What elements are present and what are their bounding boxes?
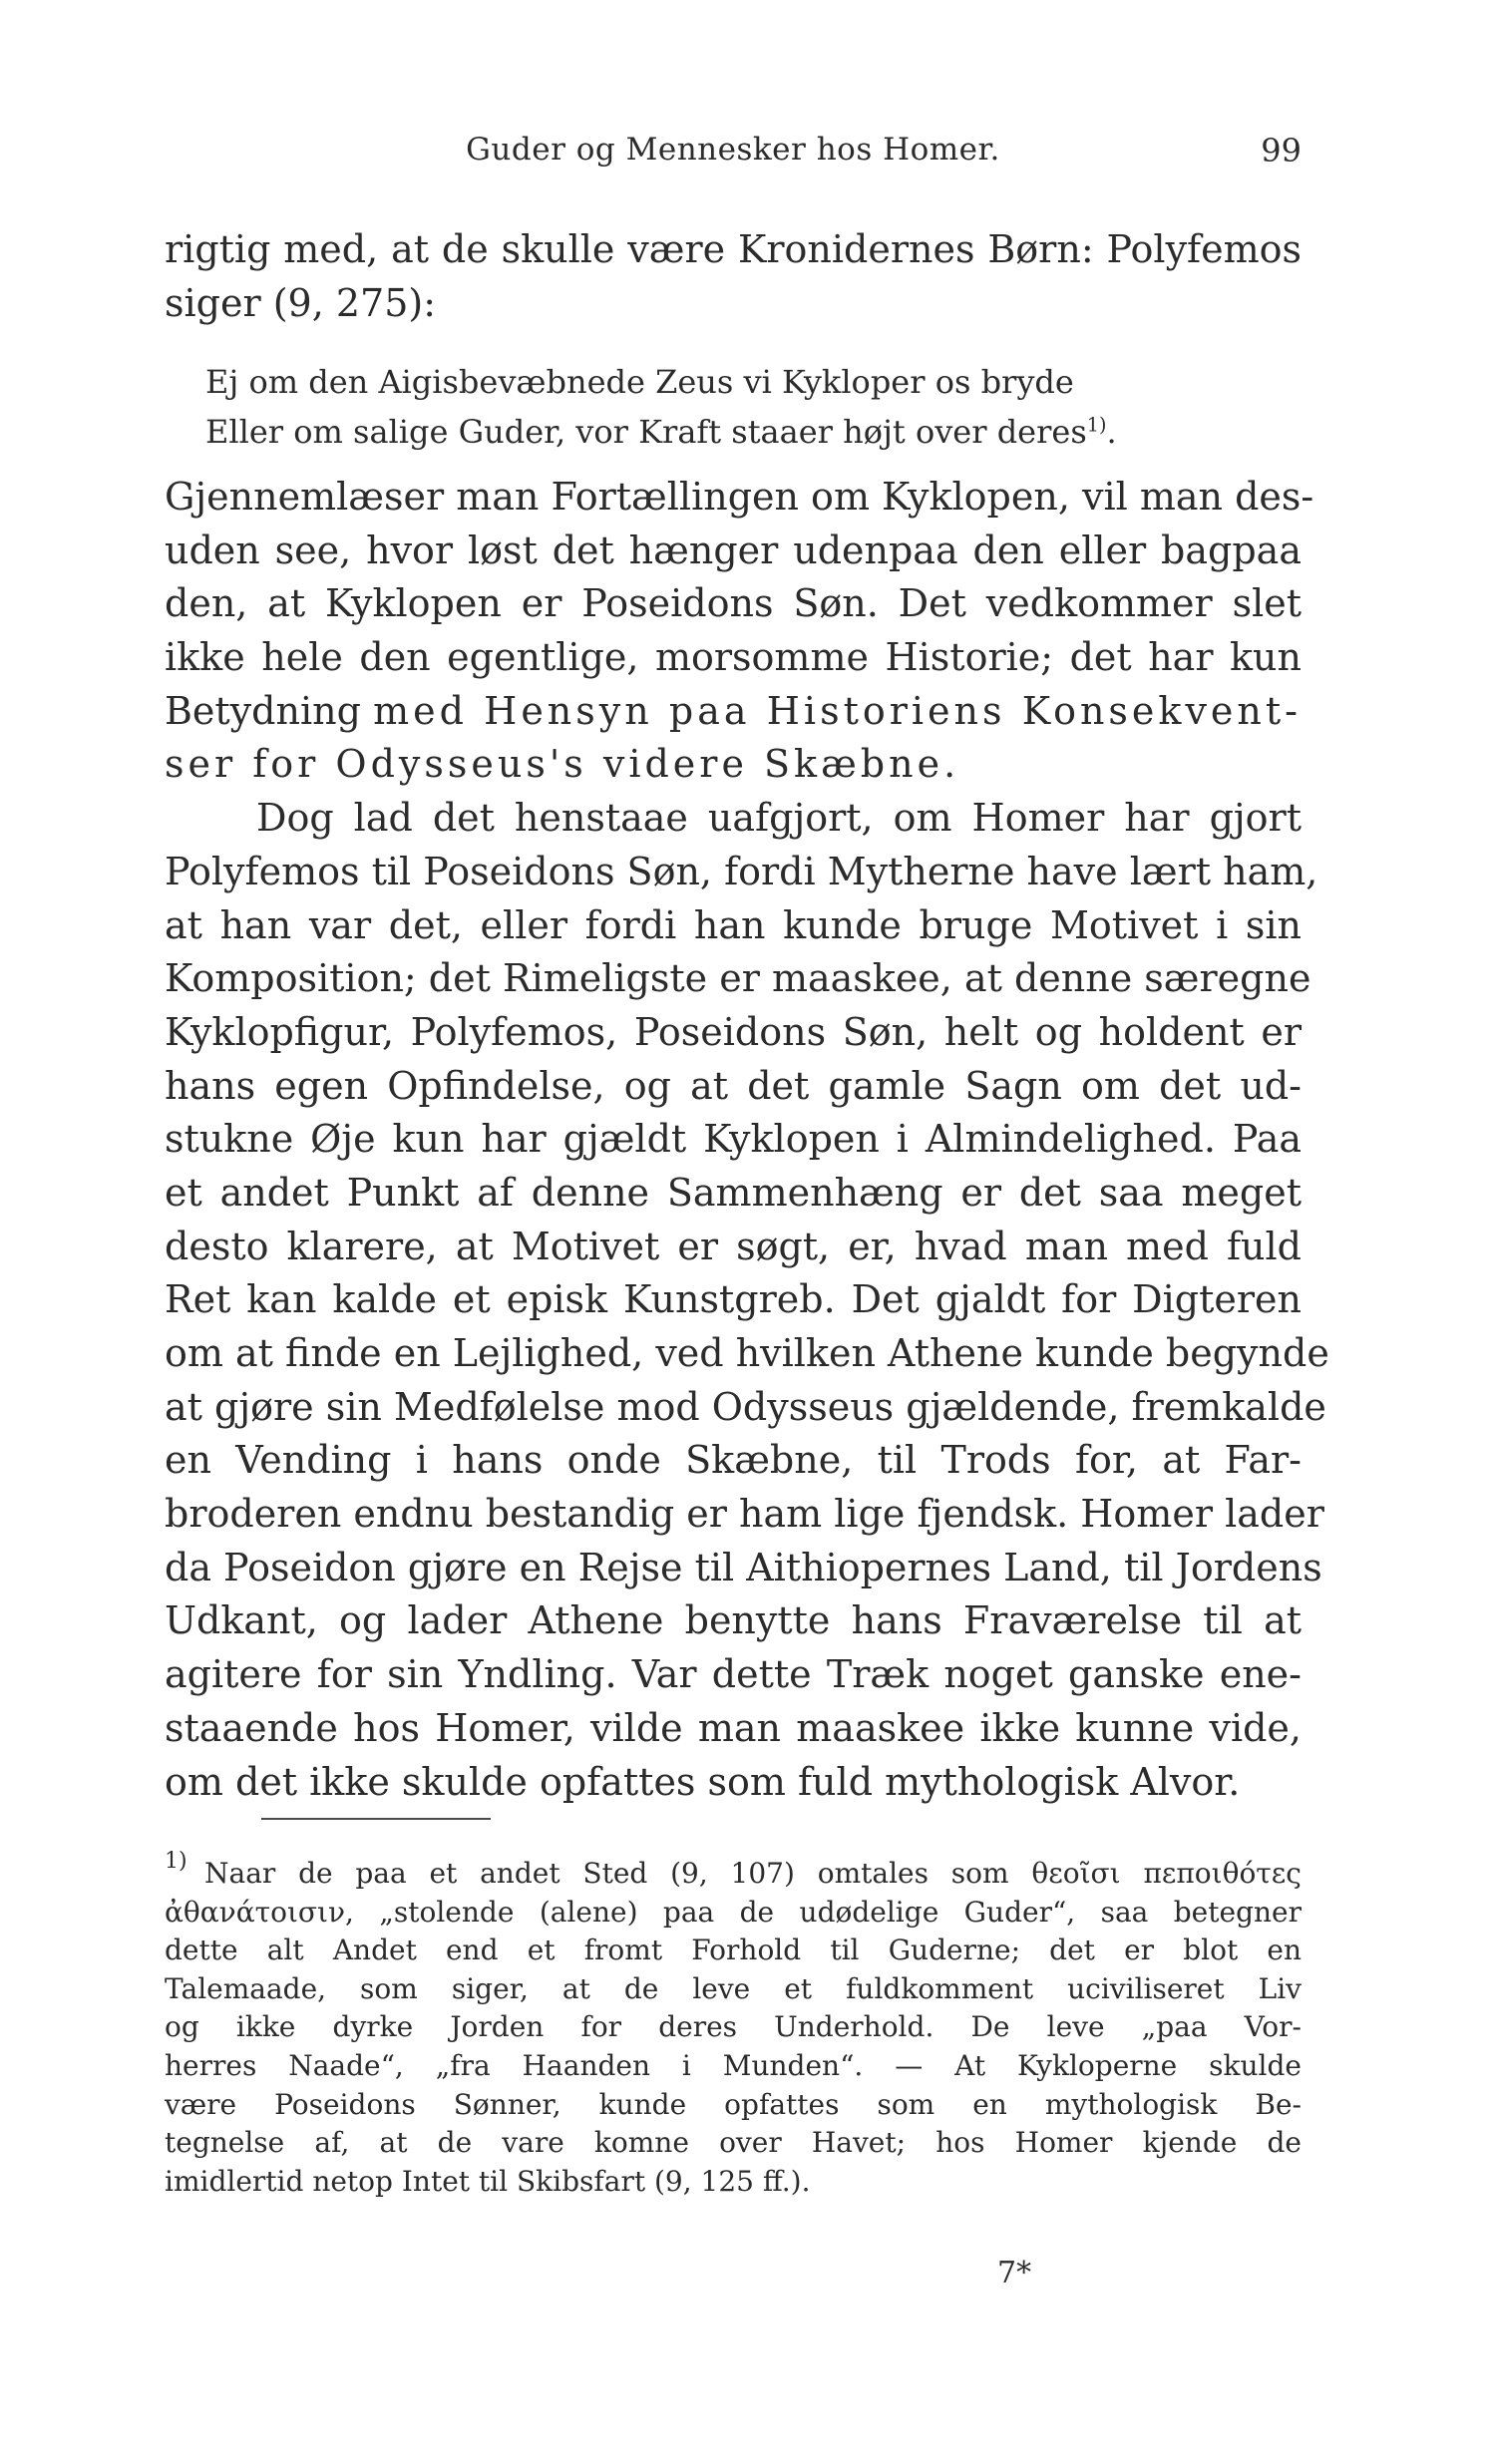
text-spaced-emphasis: med Hensyn paa Historiens Konsekvent- [373, 688, 1302, 733]
page-number: 99 [1261, 132, 1302, 170]
text-line: rigtig med, at de skulle være Kronidernes Børn: Polyfemos [165, 227, 1302, 271]
text-line: om at finde en Lejlighed, ved hvilken Athene kunde begynde [165, 1331, 1329, 1375]
footnote-line: dette alt Andet end et fromt Forhold til Guderne; det er blot en [165, 1934, 1302, 1967]
text-spaced-emphasis: ser for Odysseus's videre Skæbne. [165, 742, 960, 787]
text-line: ikke hele den egentlige, morsomme Historie; det har kun [165, 635, 1302, 680]
verse-line-end: . [1106, 413, 1117, 451]
text-line: en Vending i hans onde Skæbne, til Trods for, at Far- [165, 1438, 1302, 1483]
footnote-line: Naar de paa et andet Sted (9, 107) omtales som θεοῖσι πεποιθότες [204, 1857, 1302, 1890]
text-line: Komposition; det Rimeligste er maaskee, at denne særegne [165, 956, 1311, 1001]
intro-paragraph [165, 223, 1302, 330]
footnote-marker: 1) [165, 1849, 187, 1874]
text-normal: Betydning [165, 688, 361, 733]
footnote-line: Talemaade, som siger, at de leve et fuldkomment uciviliseret Liv [165, 1971, 1302, 2005]
text-line: Ret kan kalde et episk Kunstgreb. Det gjaldt for Digteren [165, 1277, 1302, 1322]
running-title: Guder og Mennesker hos Homer. [466, 132, 1000, 168]
text-line: uden see, hvor løst det hænger udenpaa den eller bagpaa [165, 528, 1302, 572]
text-line [165, 738, 1302, 792]
page-header [165, 132, 1302, 176]
text-line: at han var det, eller fordi han kunde bruge Motivet i sin [165, 902, 1302, 947]
text-line: Gjennemlæser man Fortællingen om Kyklopen, vil man des- [165, 475, 1314, 519]
text-line: at gjøre sin Medfølelse mod Odysseus gjældende, fremkalde [165, 1384, 1326, 1429]
text-line: staaende hos Homer, vilde man maaskee ikke kunne vide, [165, 1705, 1302, 1750]
verse-line: Ej om den Aigisbevæbnede Zeus vi Kykloper os bryde [205, 363, 1074, 401]
footnote [165, 1849, 1302, 2201]
footnote-line: og ikke dyrke Jorden for deres Underhold. De leve „paa Vor- [165, 2010, 1302, 2044]
text-line: da Poseidon gjøre en Rejse til Aithiopernes Land, til Jordens [165, 1545, 1322, 1589]
signature-mark: 7* [997, 2256, 1032, 2290]
footnote-line: ἀθανάτοισιν, „stolende (alene) paa de udødelige Guder“, saa betegner [165, 1895, 1302, 1929]
footnote-line: herres Naade“, „fra Haanden i Munden“. — At Kykloperne skulde [165, 2048, 1302, 2082]
text-line: om det ikke skulde opfattes som fuld mythologisk Alvor. [165, 1759, 1241, 1804]
footnote-line: være Poseidons Sønner, kunde opfattes som en mythologisk Be- [165, 2087, 1302, 2121]
text-line: broderen endnu bestandig er ham lige fjendsk. Homer lader [165, 1492, 1324, 1537]
verse-quote [205, 357, 1263, 457]
verse-line-text: Eller om salige Guder, vor Kraft staaer højt over deres [205, 413, 1087, 451]
verse-line [205, 407, 1263, 457]
footnote-line: tegnelse af, at de vare komne over Havet; hos Homer kjende de [165, 2126, 1302, 2160]
text-line [165, 685, 1302, 739]
text-line: et andet Punkt af denne Sammenhæng er det saa meget [165, 1170, 1302, 1215]
text-line: siger (9, 275): [165, 280, 437, 325]
text-line: agitere for sin Yndling. Var dette Træk noget ganske ene- [165, 1652, 1302, 1697]
text-line: Dog lad det henstaae uafgjort, om Homer har gjort [256, 796, 1302, 841]
text-line: stukne Øje kun har gjældt Kyklopen i Almindelighed. Paa [165, 1117, 1302, 1162]
text-line: hans egen Opfindelse, og at det gamle Sagn om det ud- [165, 1063, 1302, 1108]
text-line: Polyfemos til Poseidons Søn, fordi Mytherne have lært ham, [165, 849, 1318, 893]
text-line: Udkant, og lader Athene benytte hans Fraværelse til at [165, 1598, 1302, 1643]
footnote-line: imidlertid netop Intet til Skibsfart (9, 125 ff.). [165, 2164, 811, 2198]
footnote-reference: 1) [1086, 413, 1107, 437]
text-line: Kyklopfigur, Polyfemos, Poseidons Søn, helt og holdent er [165, 1009, 1302, 1054]
text-line: desto klarere, at Motivet er søgt, er, hvad man med fuld [165, 1224, 1302, 1268]
text-line: den, at Kyklopen er Poseidons Søn. Det vedkommer slet [165, 581, 1302, 626]
footnote-divider [261, 1818, 491, 1820]
main-text [165, 471, 1329, 1809]
